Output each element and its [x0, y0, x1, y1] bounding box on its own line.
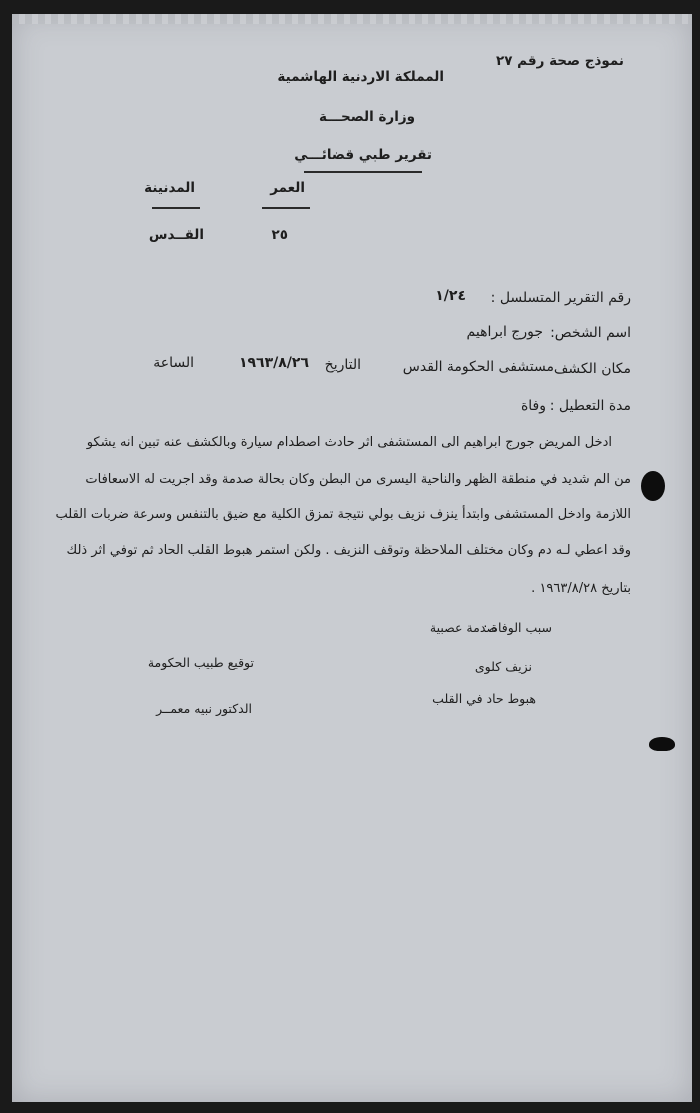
serial-value: ١/٢٤ — [435, 288, 466, 304]
disability-label: مدة التعطيل : — [549, 398, 631, 414]
city-underline — [152, 207, 200, 209]
narrative-line-2: من الم شديد في منطقة الظهر والناحية اليسرى من البطن وكان بحالة صدمة وقد اجريت له الاسعافات — [85, 472, 631, 487]
form-number: نموذج صحة رقم ٢٧ — [496, 53, 624, 69]
cause-item-3: هبوط حاد في القلب — [432, 691, 536, 706]
exam-place-label: مكان الكشف — [553, 361, 631, 377]
paper-tear — [649, 737, 675, 751]
age-label: العمر — [270, 180, 305, 196]
person-name-value: جورج ابراهيم — [466, 324, 543, 340]
punch-hole — [641, 471, 665, 501]
document-page — [12, 14, 692, 1102]
age-underline — [262, 207, 310, 209]
narrative-line-3: اللازمة وادخل المستشفى وابتدأ ينزف نزيف بولي نتيجة تمزق الكلية مع ضيق بالتنفس وسرعة ضربات القلب — [55, 507, 631, 522]
city-label: المدنينة — [144, 180, 195, 196]
date-value: ١٩٦٣/٨/٢٦ — [238, 355, 309, 371]
doctor-name: الدكتور نبيه معمــر — [156, 701, 252, 716]
disability-value: وفاة — [520, 398, 546, 414]
cause-item-1: صدمة عصبية — [429, 620, 497, 635]
narrative-line-1: ادخل المريض جورج ابراهيم الى المستشفى اثر حادث اصطدام سيارة وبالكشف عنه تبين انه يشكو — [86, 435, 612, 450]
report-title: تقرير طبي قضائـــي — [294, 147, 432, 163]
cause-item-2: نزيف كلوى — [474, 659, 532, 674]
serial-label: رقم التقرير المتسلسل : — [490, 290, 631, 306]
person-name-label: اسم الشخص: — [550, 325, 631, 341]
exam-place-value: مستشفى الحكومة القدس — [402, 359, 554, 375]
cause-label: سبب الوفاة : — [483, 620, 552, 635]
date-label: التاريخ — [324, 357, 361, 373]
narrative-line-4: وقد اعطي لـه دم وكان مختلف الملاحظة وتوقف النزيف . ولكن استمر هبوط القلب الحاد ثم توفي اثر ذلك — [66, 543, 631, 558]
city-value: القــدس — [148, 227, 204, 243]
paper-edge — [12, 14, 692, 24]
age-value: ٢٥ — [271, 227, 288, 243]
time-label: الساعة — [153, 355, 194, 371]
ministry-title: وزارة الصحـــة — [319, 109, 415, 125]
narrative-line-5: بتاريخ ١٩٦٣/٨/٢٨ . — [531, 581, 631, 596]
kingdom-title: المملكة الاردنية الهاشمية — [277, 69, 444, 85]
signature-label: توقيع طبيب الحكومة — [147, 655, 254, 670]
title-underline — [304, 171, 422, 173]
